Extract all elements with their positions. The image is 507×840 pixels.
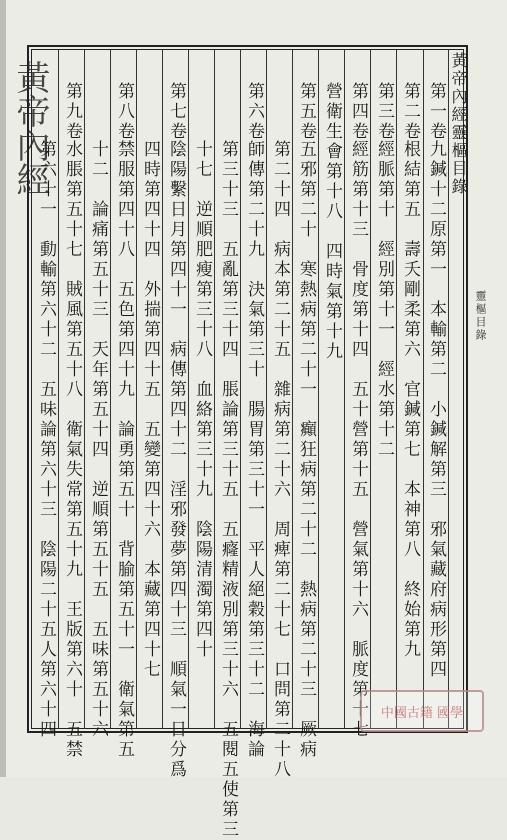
volume-2-chapters: 根結第五 壽夭剛柔第六 官鍼第七 本神第八 終始第九 [400, 140, 420, 660]
watermark-stamp: 中國古籍 國學 [360, 690, 484, 732]
volume-7-heading: 第七卷 [166, 82, 186, 142]
volume-8-chapters-cont: 十二 論痛第五十三 天年第五十四 逆順第五十五 五味第五十六 [88, 140, 108, 740]
volume-6-chapters-cont2: 十七 逆順肥瘦第三十八 血絡第三十九 陰陽清濁第四十 [192, 140, 212, 660]
volume-3-heading: 第三卷 [374, 82, 394, 142]
volume-4-heading: 第四卷 [348, 82, 368, 142]
volume-1-heading: 第一卷 [426, 82, 446, 142]
volume-4-chapters: 經筋第十三 骨度第十四 五十營第十五 營氣第十六 脈度第十七 [348, 140, 368, 740]
volume-3-chapters: 經脈第十 經別第十一 經水第十二 [374, 140, 394, 460]
volume-7-chapters-cont: 四時第四十四 外揣第四十五 五變第四十六 本藏第四十七 [140, 140, 160, 680]
volume-6-heading: 第六卷 [244, 82, 264, 142]
volume-6-chapters-cont: 第三十三 五亂第三十四 脹論第三十五 五癃精液別第三十六 五閱五使第三 [218, 140, 238, 840]
volume-7-chapters: 陰陽繫日月第四十一 病傳第四十二 淫邪發夢第四十三 順氣一日分爲 [166, 140, 186, 780]
volume-8-chapters: 禁服第四十八 五色第四十九 論勇第五十 背腧第五十一 衛氣第五 [114, 140, 134, 760]
volume-5-chapters-cont: 第二十四 病本第二十五 雜病第二十六 周痺第二十七 口問第二十八 [270, 140, 290, 780]
volume-1-chapters: 九鍼十二原第一 本輸第二 小鍼解第三 邪氣藏府病形第四 [426, 140, 446, 680]
volume-8-heading: 第八卷 [114, 82, 134, 142]
volume-9-chapters: 水脹第五十七 賊風第五十八 衛氣失常第五十九 王版第六十 五禁 [62, 140, 82, 760]
volume-9-heading: 第九卷 [62, 82, 82, 142]
volume-9-chapters-cont: 第六十一 動輸第六十二 五味論第六十三 陰陽二十五人第六十四 [36, 140, 56, 740]
previous-page-edge: 黃帝內經 [10, 60, 50, 196]
volume-5-heading: 第五卷 [296, 82, 316, 142]
spine-label: 靈樞目錄 [474, 290, 487, 342]
book-title: 黃帝內經靈樞目錄 [449, 52, 468, 196]
volume-2-heading: 第二卷 [400, 82, 420, 142]
volume-6-chapters: 師傳第二十九 決氣第三十 腸胃第三十一 平人絕穀第三十二 海論 [244, 140, 264, 760]
volume-5-chapters: 五邪第二十 寒熱病第二十一 癲狂病第二十二 熱病第二十三 厥病 [296, 140, 316, 760]
volume-4-chapters-cont: 營衛生會第十八 四時氣第十九 [322, 82, 342, 362]
